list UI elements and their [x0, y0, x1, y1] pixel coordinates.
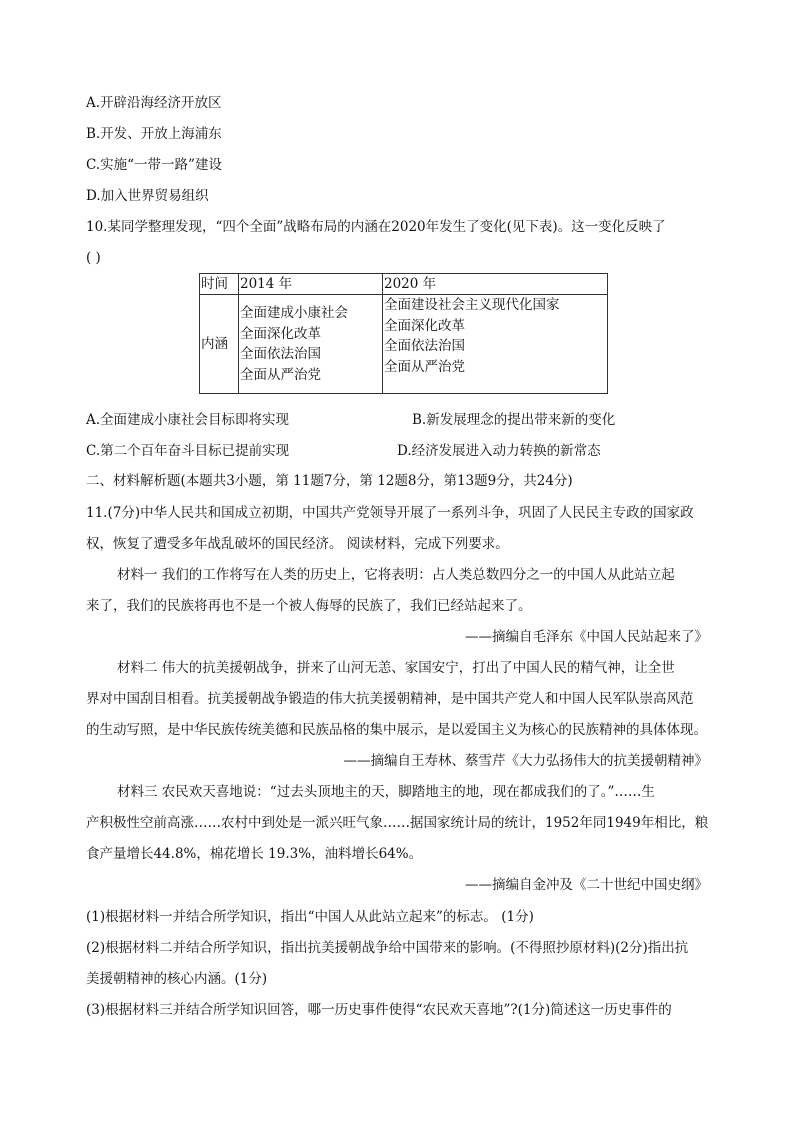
- table-header-cell: 时间: [200, 274, 239, 295]
- table-cell-2014: [239, 295, 383, 394]
- list-item: 全面依法治国: [240, 346, 321, 362]
- q10-option-a: A.全面建成小康社会目标即将实现: [86, 412, 290, 428]
- material-2-source: ——摘编自王寿林、蔡雪芹《大力弘扬伟大的抗美援朝精神》: [343, 753, 708, 769]
- material-1-text: 来了，我们的民族将再也不是一个被人侮辱的民族了，我们已经站起来了。: [86, 598, 532, 614]
- table-header-cell: 2020 年: [383, 274, 608, 295]
- q11-intro: 11.(7分)中华人民共和国成立初期，中国共产党领导开展了一系列斗争，巩固了人民民主专政的国家政: [86, 505, 694, 521]
- q11-intro: 权，恢复了遭受多年战乱破坏的国民经济。 阅读材料，完成下列要求。: [86, 536, 509, 552]
- section-heading: 二、材料解析题(本题共3小题，第 11题7分，第 12题8分，第13题9分，共24分): [86, 473, 573, 489]
- material-3-text: 产积极性空前高涨……农村中到处是一派兴旺气象……据国家统计局的统计，1952年同1949年相比，粮: [86, 815, 709, 831]
- q9-option-b: B.开发、开放上海浦东: [86, 126, 222, 142]
- table-header-cell: 2014 年: [239, 274, 383, 295]
- material-3-text: 食产量增长44.8%，棉花增长 19.3%，油料增长64%。: [86, 846, 423, 862]
- table-row: [200, 295, 608, 394]
- q9-option-a: A.开辟沿海经济开放区: [86, 95, 222, 111]
- q10-answer-bracket: ( ): [86, 250, 101, 266]
- list-item: 全面建设社会主义现代化国家: [384, 297, 560, 313]
- material-3-text: 材料三 农民欢天喜地说：“过去头顶地主的天，脚踏地主的地，现在都成我们的了。”……生: [117, 784, 655, 800]
- q10-option-d: D.经济发展进入动力转换的新常态: [397, 443, 601, 459]
- question-1: (1)根据材料一并结合所学知识，指出“中国人从此站立起来”的标志。 (1分): [86, 909, 534, 925]
- table-row-label: 内涵: [200, 295, 239, 394]
- list-item: 全面依法治国: [384, 338, 465, 354]
- material-2-text: 界对中国刮目相看。抗美援朝战争锻造的伟大抗美援朝精神，是中国共产党人和中国人民军队崇高风范: [86, 691, 694, 707]
- q10-table: [199, 273, 608, 394]
- q9-option-c: C.实施“一带一路”建设: [86, 157, 222, 173]
- material-1-source: ——摘编自毛泽东《中国人民站起来了》: [465, 629, 708, 645]
- q9-option-d: D.加入世界贸易组织: [86, 188, 209, 204]
- q10-option-b: B.新发展理念的提出带来新的变化: [412, 412, 616, 428]
- question-2: (2)根据材料二并结合所学知识，指出抗美援朝战争给中国带来的影响。(不得照抄原材料)(2分)指出抗: [86, 940, 689, 956]
- q10-stem: 10.某同学整理发现，“四个全面”战略布局的内涵在2020年发生了变化(见下表)。这一变化反映了: [86, 219, 666, 235]
- question-3: (3)根据材料三并结合所学知识回答，哪一历史事件使得“农民欢天喜地”?(1分)简述这一历史事件的: [86, 1002, 672, 1018]
- table-header-row: [200, 274, 608, 295]
- list-item: 全面深化改革: [384, 317, 465, 334]
- material-2-text: 材料二 伟大的抗美援朝战争，拼来了山河无恙、家国安宁，打出了中国人民的精气神，让全世: [117, 660, 675, 676]
- list-item: 全面建成小康社会: [240, 305, 348, 321]
- material-2-text: 的生动写照，是中华民族传统美德和民族品格的集中展示，是以爱国主义为核心的民族精神的具体体现。: [86, 722, 707, 738]
- list-item: 全面从严治党: [240, 366, 321, 383]
- list-item: 全面深化改革: [240, 325, 321, 342]
- list-item: 全面从严治党: [384, 358, 465, 375]
- material-1-text: 材料一 我们的工作将写在人类的历史上，它将表明：占人类总数四分之一的中国人从此站立起: [117, 567, 675, 583]
- q10-option-c: C.第二个百年奋斗目标已提前实现: [86, 443, 290, 459]
- material-3-source: ——摘编自金冲及《二十世纪中国史纲》: [465, 877, 708, 893]
- table-cell-2020: [383, 295, 608, 394]
- question-2: 美援朝精神的核心内涵。(1分): [86, 971, 268, 987]
